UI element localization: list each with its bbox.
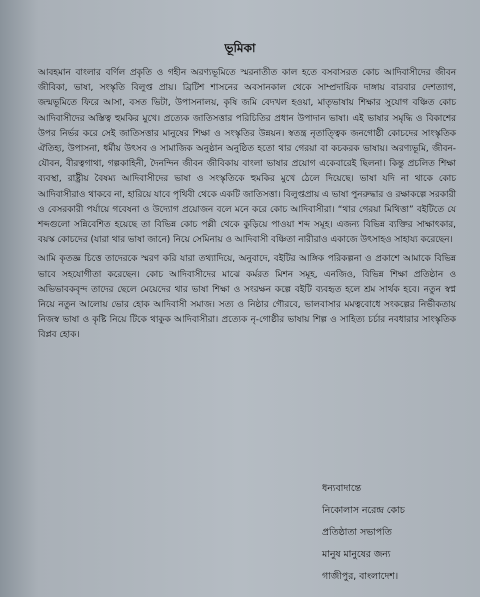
paragraph-2: আমি কৃতজ্ঞ চিত্তে তাদেরকে স্মরণ করি যারা তথ্যাদিয়ে, অনুবাদে, বইটির আঙ্গিক পরিকল্পনা ও প্রকাশে আমাকে বিভিন্ন ভাবে সহযোগীতা করেছেন। কোচ আদিবাসীদের মাঝে কর্মরত মিশন সমূহ, এনজিও, বিভিন্ন শিক্ষা প্রতিষ্ঠান ও অভিভাবকবৃন্দ তাদের ছেলে মেয়েদের থার ভাষা শিক্ষা ও সংরক্ষন কল্পে বইটি ব্যবহৃত হলে শ্রম সার্থক হবে। নতুন স্বপ্ন নিয়ে নতুন আলোয় ভোর হোক আদিবাসী সমাজ। সত্য ও নিষ্ঠার গৌরবে, ভালবাসার মমত্ববোধে সংকল্পের নির্ভীকতায় নিজস্ব ভাষা ও কৃষ্টি নিয়ে টিকে থাকুক আদিবাসীরা। প্রত্যেক নৃ-গোষ্ঠীর ভাষায় শিল্প ও সাহিত্য চর্চার নবধারার সাংস্কৃতিক বিপ্লব হোক। [38, 254, 456, 341]
signature-role: প্রতিষ্ঠাতা সভাপতি [322, 527, 392, 538]
signature-name: নিকোলাস নরেন্দ্র কোচ [322, 505, 405, 516]
signature-org: মানুষ মানুষের জন্য [322, 549, 391, 560]
signature-block [322, 478, 405, 588]
signature-thanks: ধন্যবাদান্তে [322, 483, 362, 494]
page-title: ভূমিকা [224, 41, 256, 55]
signature-place: গাজীপুর, বাংলাদেশ। [322, 571, 399, 582]
preface-body [38, 66, 456, 348]
paragraph-1: আবহমান বাংলার বর্ণিল প্রকৃতি ও গহীন অরণ্যভূমিতে স্মরনাতীত কাল হতে বসবাসরত কোচ আদিবাসীদের জীবন জীবিকা, ভাষা, সংস্কৃতি বিলুপ্ত প্রায়। ব্রিটিশ শাসনের অবসানকাল থেকে সাম্প্রদায়িক দাঙ্গায় বারবার দেশত্যাগ, জন্মভূমিতে ফিরে আসা, বসত ভিটা, উপাসনালয়, কৃষি জমি বেদখল হওয়া, মাতৃভাষায় শিক্ষার সুযোগ বঞ্চিত কোচ আদিবাসীদের অস্তিত্ব হুমকির মুখে। প্রত্যেক জাতিসত্তার পরিচিতির প্রধান উপাদান ভাষা। এই ভাষার সমৃদ্ধি ও বিকাশের উপর নির্ভর করে সেই জাতিসত্তার মানুষের শিক্ষা ও সংস্কৃতির উন্নয়ন। স্বতন্ত্র নৃতাত্ত্বিক জনগোষ্ঠী কোচদের সাংস্কৃতিক ঐতিহ্য, উপাসনা, ধর্মীয় উৎসব ও সামাজিক অনুষ্ঠান অনুষ্ঠিত হতো থার গেরয়া বা কচকরক ভাষায়। অরণ্যভূমি, জীবন-যৌবন, বীরত্বগাথা, গল্পকাহিনী, দৈনন্দিন জীবন জীবিকায় বাংলা ভাষার প্রয়োগ একেবারেই ছিলনা। কিন্তু প্রচলিত শিক্ষা ব্যবস্থা, রাষ্ট্রীয় বৈষম্য আদিবাসীদের ভাষা ও সংস্কৃতিকে হুমকির মুখে ঠেলে দিয়েছে। ভাষা যদি না থাকে কোচ আদিবাসীরাও থাকবে না, হারিয়ে যাবে পৃথিবী থেকে একটি জাতিসত্তা। বিলুপ্তপ্রায় এ ভাষা পুনরুদ্ধার ও রক্ষাকল্পে সরকারী ও বেসরকারী পর্যায়ে গবেষনা ও উদ্যোগ প্রয়োজন বলে মনে করে কোচ আদিবাসীরা। “থার গেরয়া মিথিত্তা” বইটিতে যে শব্দগুলো সন্নিবেশিত হয়েছে তা বিভিন্ন কোচ পল্লী থেকে কুড়িয়ে পাওয়া শব্দ সমূহ। এজন্য বিভিন্ন ব্যক্তির সাক্ষাৎকার, বয়স্ক কোচদের (যারা থার ভাষা জানে) নিয়ে সেমিনায় ও আদিবাসী বঞ্চিতা নারীরাও একাজে উৎসাহও সাহায্য করেছেন। [38, 68, 456, 246]
